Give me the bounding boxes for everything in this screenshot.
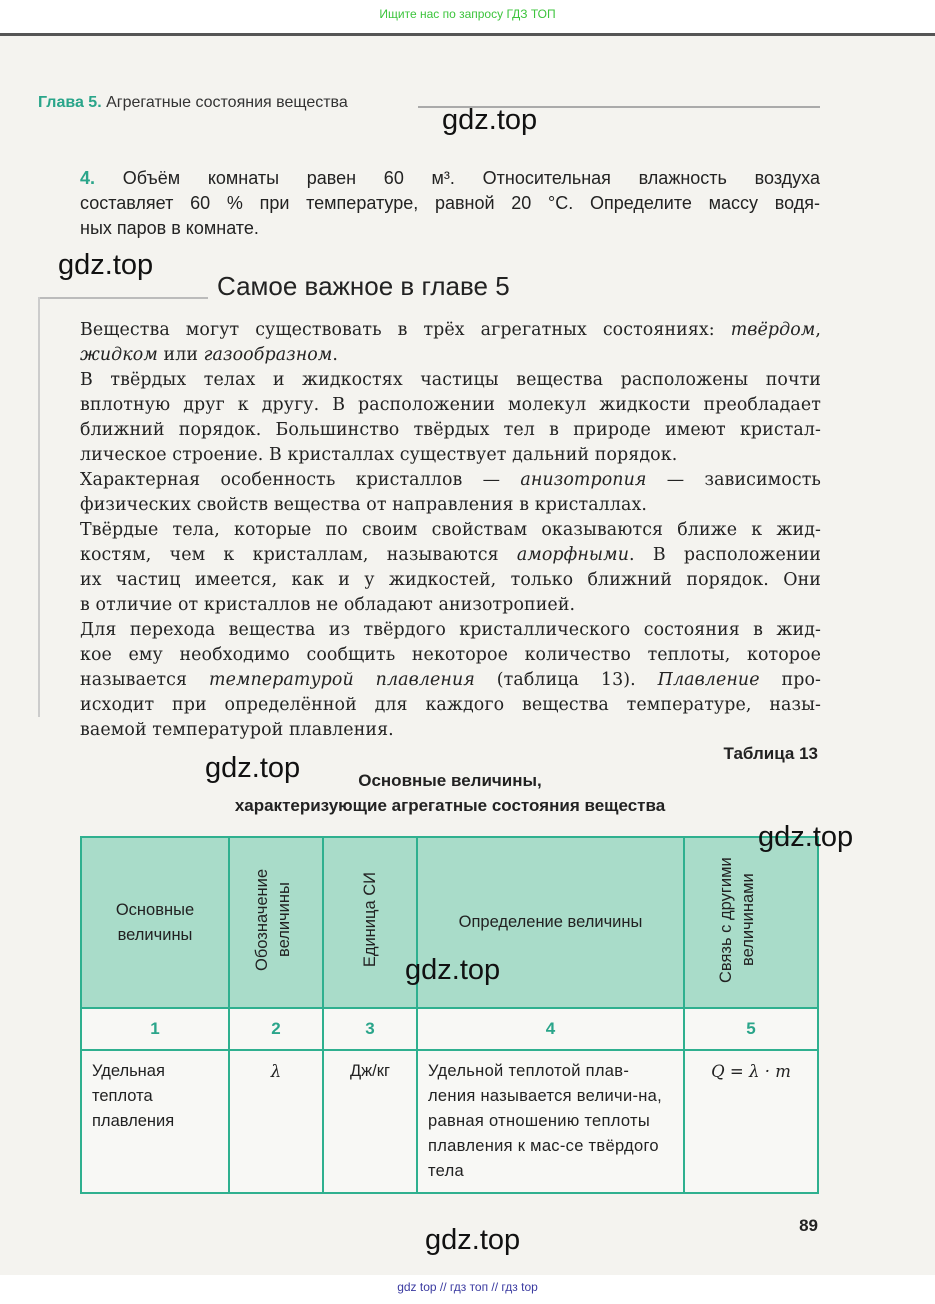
col-number: 2 (229, 1008, 323, 1050)
paragraph-line (80, 668, 821, 693)
text-span: лическое строение. В кристаллах существует дальний порядок. (80, 445, 678, 465)
italic-term: анизотропия (520, 470, 647, 490)
cell-formula: Q = λ · m (684, 1050, 818, 1193)
paragraph-line (80, 543, 821, 568)
col-number: 4 (417, 1008, 684, 1050)
table-row (81, 1050, 818, 1193)
text-span: — зависимость (646, 470, 821, 490)
text-span: Характерная особенность кристаллов — (80, 470, 521, 490)
text-span: В твёрдых телах и жидкостях частицы вещества расположены почти (80, 370, 821, 390)
header-quantities: Основные величины (115, 900, 195, 944)
header-unit: Единица СИ (361, 872, 379, 968)
paragraph-line (80, 493, 821, 518)
paragraph-line (80, 393, 821, 418)
task-number: 4. (80, 168, 96, 188)
cell-definition-text: Удельной теплотой плав-ления называется величи-на, равная отношению теплоты плавления к мас-се твёрдого тела (428, 1062, 663, 1180)
caption-line: Основные величины, (358, 771, 542, 790)
caption-line: характеризующие агрегатные состояния вещества (234, 796, 666, 815)
paragraph-line (80, 643, 821, 668)
watermark: gdz.top (405, 954, 501, 986)
italic-term: Плавление (657, 670, 760, 690)
text-span: ваемой температурой плавления. (80, 720, 394, 740)
summary-paragraph (80, 318, 821, 743)
text-span: , (815, 320, 821, 340)
cell-definition (417, 1050, 684, 1193)
table-13 (80, 836, 819, 1194)
paragraph-line (80, 443, 821, 468)
text-span: их частиц имеется, как и у жидкостей, только ближний порядок. Они (80, 570, 821, 590)
watermark: gdz.top (58, 249, 154, 281)
paragraph-line (80, 318, 821, 343)
italic-term: газообразном (203, 345, 333, 365)
col-number: 5 (684, 1008, 818, 1050)
text-span: Вещества могут существовать в трёх агрегатных состояниях: (80, 320, 731, 340)
text-span: вплотную друг к другу. В расположении молекул жидкости преобладает (80, 395, 821, 415)
text-span: ближний порядок. Большинство твёрдых тел в природе имеют кристал- (80, 420, 821, 440)
table-label: Таблица 13 (723, 744, 818, 763)
watermark: gdz.top (205, 752, 301, 784)
watermark: gdz.top (425, 1224, 521, 1256)
col-number: 1 (81, 1008, 229, 1050)
text-span: называется (80, 670, 209, 690)
book-page (0, 33, 935, 1275)
text-span: (таблица 13). (474, 670, 658, 690)
text-span: про- (759, 670, 821, 690)
header-definition: Определение величины (458, 913, 643, 931)
chapter-header (38, 94, 348, 112)
cell-unit: Дж/кг (323, 1050, 417, 1193)
chapter-title: Агрегатные состояния вещества (106, 94, 348, 111)
paragraph-line (80, 718, 821, 743)
cell-name (81, 1050, 229, 1193)
watermark: gdz.top (442, 104, 538, 136)
text-span: Твёрдые тела, которые по своим свойствам оказываются ближе к жид- (80, 520, 821, 540)
task-line: Объём комнаты равен 60 м³. Относительная влажность воздуха (122, 168, 820, 188)
paragraph-line (80, 343, 821, 368)
paragraph-line (80, 618, 821, 643)
paragraph-line (80, 468, 821, 493)
table-caption (80, 768, 820, 818)
section-title: Самое важное в главе 5 (217, 271, 510, 301)
section-rule (38, 297, 208, 299)
text-span: . В расположении (629, 545, 821, 565)
section-sidebar-line (38, 297, 40, 717)
cell-name-text: Удельная теплота плавления (92, 1062, 175, 1130)
paragraph-line (80, 593, 821, 618)
italic-term: аморфными (516, 545, 629, 565)
chapter-label: Глава 5. (38, 94, 102, 111)
task-line: ных паров в комнате. (80, 218, 259, 238)
header-symbol: Обозначение величины (253, 868, 293, 972)
paragraph-line (80, 418, 821, 443)
task-4 (80, 166, 820, 241)
text-span: или (157, 345, 204, 365)
top-note: Ищите нас по запросу ГДЗ ТОП (379, 7, 556, 21)
text-span: исходит при определённой для каждого вещества температуре, назы- (80, 695, 821, 715)
task-line: составляет 60 % при температуре, равной 20 °С. Определите массу водя- (80, 193, 820, 213)
italic-term: температурой плавления (208, 670, 475, 690)
paragraph-line (80, 568, 821, 593)
text-span: Для перехода вещества из твёрдого кристаллического состояния в жид- (80, 620, 821, 640)
text-span: . (332, 345, 339, 365)
bottom-note: gdz top // гдз топ // гдз top (397, 1280, 538, 1294)
italic-term: жидком (80, 345, 158, 365)
italic-term: твёрдом (730, 320, 816, 340)
text-span: костям, чем к кристаллам, называются (80, 545, 517, 565)
text-span: в отличие от кристаллов не обладают анизотропией. (80, 595, 576, 615)
page-number: 89 (799, 1216, 818, 1235)
paragraph-line (80, 368, 821, 393)
paragraph-line (80, 693, 821, 718)
paragraph-line (80, 518, 821, 543)
col-number: 3 (323, 1008, 417, 1050)
text-span: кое ему необходимо сообщить некоторое количество теплоты, которое (80, 645, 821, 665)
watermark: gdz.top (758, 821, 854, 853)
header-relation: Связь с другими величинами (717, 857, 757, 983)
cell-symbol: λ (229, 1050, 323, 1193)
text-span: физических свойств вещества от направления в кристаллах. (80, 495, 647, 515)
